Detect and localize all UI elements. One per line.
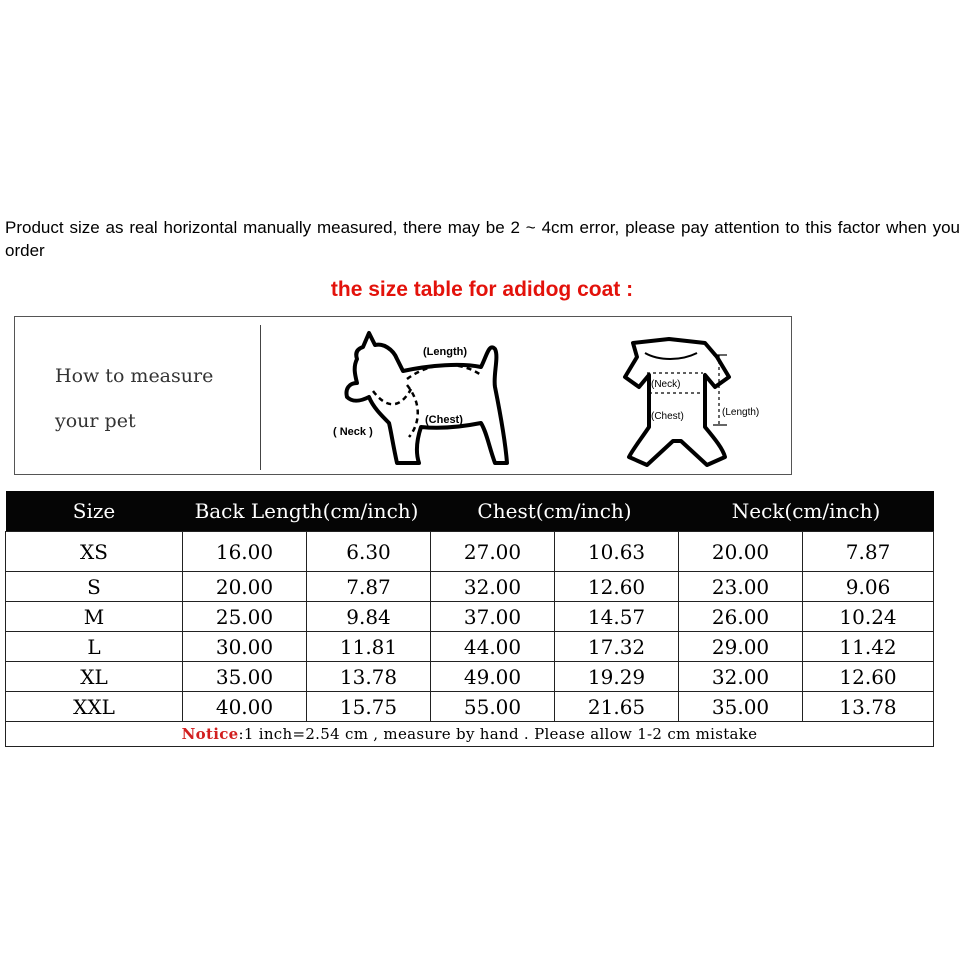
- dog-neck-label: ( Neck ): [333, 426, 373, 438]
- coat-measure-illustration: [589, 329, 769, 471]
- size-cell: XL: [6, 662, 183, 692]
- chest-cm-cell: 55.00: [431, 692, 555, 722]
- table-row: [6, 532, 934, 572]
- table-row: [6, 692, 934, 722]
- neck-loop: [373, 389, 411, 404]
- back-length-inch-cell: 11.81: [307, 632, 431, 662]
- neck-inch-cell: 10.24: [803, 602, 934, 632]
- neck-inch-cell: 12.60: [803, 662, 934, 692]
- chest-cm-cell: 32.00: [431, 572, 555, 602]
- size-cell: M: [6, 602, 183, 632]
- chest-inch-cell: 14.57: [555, 602, 679, 632]
- back-length-cm-cell: 20.00: [183, 572, 307, 602]
- coat-neck-label: (Neck): [651, 379, 681, 390]
- notice-text: :1 inch=2.54 cm , measure by hand . Please allow 1-2 cm mistake: [238, 725, 758, 743]
- notice-row: [6, 722, 934, 747]
- size-table: [5, 491, 934, 747]
- chest-inch-cell: 12.60: [555, 572, 679, 602]
- panel-divider: [260, 325, 261, 470]
- neck-cm-cell: 35.00: [679, 692, 803, 722]
- chest-inch-cell: 19.29: [555, 662, 679, 692]
- back-length-cm-cell: 35.00: [183, 662, 307, 692]
- neck-cm-cell: 26.00: [679, 602, 803, 632]
- dog-measure-illustration: [311, 327, 517, 471]
- chest-cm-cell: 44.00: [431, 632, 555, 662]
- chest-inch-cell: 10.63: [555, 532, 679, 572]
- header-chest: Chest(cm/inch): [431, 491, 679, 532]
- size-cell: XXL: [6, 692, 183, 722]
- back-length-cm-cell: 25.00: [183, 602, 307, 632]
- intro-text: Product size as real horizontal manually measured, there may be 2 ~ 4cm error, please pay attention to this factor when you order: [5, 218, 960, 260]
- back-length-cm-cell: 16.00: [183, 532, 307, 572]
- how-to-measure-panel: [14, 316, 792, 475]
- back-length-inch-cell: 7.87: [307, 572, 431, 602]
- back-length-cm-cell: 40.00: [183, 692, 307, 722]
- neck-cm-cell: 29.00: [679, 632, 803, 662]
- size-cell: XS: [6, 532, 183, 572]
- chest-cm-cell: 37.00: [431, 602, 555, 632]
- table-row: [6, 632, 934, 662]
- neck-inch-cell: 7.87: [803, 532, 934, 572]
- chest-cm-cell: 49.00: [431, 662, 555, 692]
- back-length-inch-cell: 13.78: [307, 662, 431, 692]
- back-length-inch-cell: 9.84: [307, 602, 431, 632]
- back-length-inch-cell: 6.30: [307, 532, 431, 572]
- neck-cm-cell: 32.00: [679, 662, 803, 692]
- table-row: [6, 572, 934, 602]
- notice-label: Notice: [181, 725, 239, 743]
- back-length-inch-cell: 15.75: [307, 692, 431, 722]
- chest-inch-cell: 17.32: [555, 632, 679, 662]
- measure-heading-line2: your pet: [55, 410, 136, 432]
- size-cell: L: [6, 632, 183, 662]
- coat-collar: [645, 353, 697, 359]
- dog-chest-label: (Chest): [425, 414, 463, 426]
- dog-length-label: (Length): [423, 346, 467, 358]
- coat-length-label: (Length): [722, 407, 760, 418]
- neck-cm-cell: 23.00: [679, 572, 803, 602]
- chest-cm-cell: 27.00: [431, 532, 555, 572]
- neck-inch-cell: 13.78: [803, 692, 934, 722]
- back-length-cm-cell: 30.00: [183, 632, 307, 662]
- header-neck: Neck(cm/inch): [679, 491, 934, 532]
- table-row: [6, 602, 934, 632]
- neck-cm-cell: 20.00: [679, 532, 803, 572]
- header-size: Size: [6, 491, 183, 532]
- table-header-row: [6, 491, 934, 532]
- notice-cell: [6, 722, 934, 747]
- measure-heading-line1: How to measure: [55, 365, 214, 387]
- neck-inch-cell: 11.42: [803, 632, 934, 662]
- page-title: the size table for adidog coat :: [330, 278, 634, 301]
- header-back-length: Back Length(cm/inch): [183, 491, 431, 532]
- neck-inch-cell: 9.06: [803, 572, 934, 602]
- coat-chest-label: (Chest): [651, 411, 684, 422]
- size-cell: S: [6, 572, 183, 602]
- table-row: [6, 662, 934, 692]
- chest-inch-cell: 21.65: [555, 692, 679, 722]
